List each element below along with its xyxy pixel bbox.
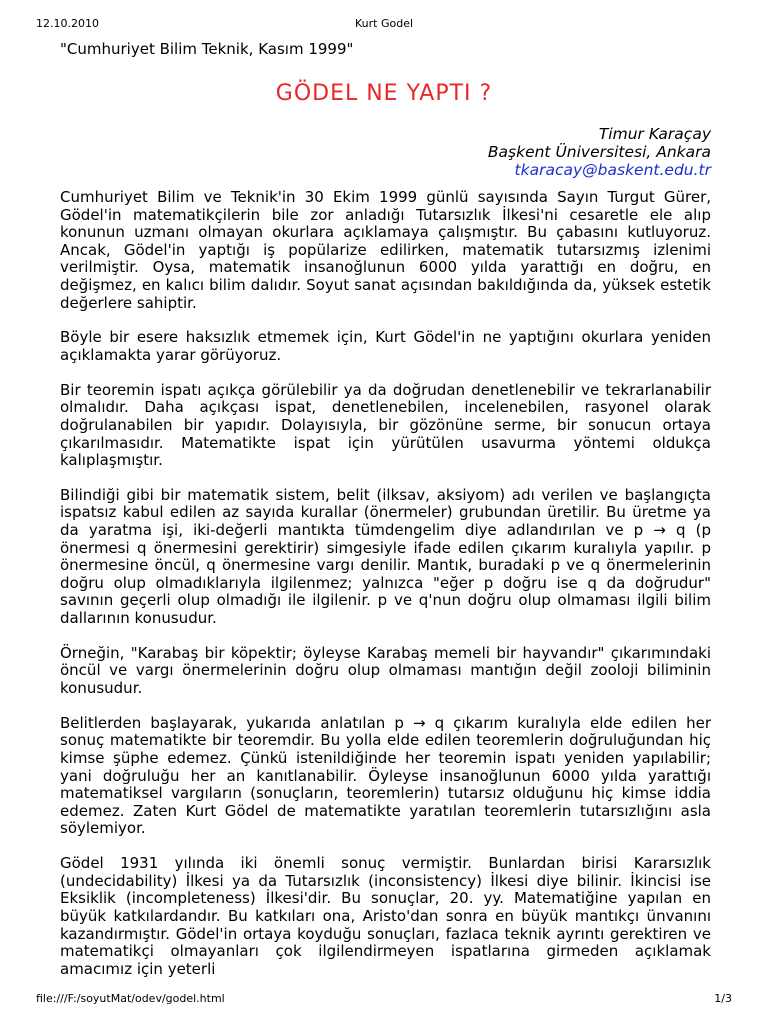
author-name: Timur Karaçay: [598, 125, 711, 143]
paragraph-4: Bilindiği gibi bir matematik sistem, belit (ilksav, aksiyom) adı verilen ve başlangıçta ispatsız kabul edilen az sayıda kurallar (önermeler) grubundan üretilir. Bu üretme ya da yaratma işi, iki-değerli mantıkta tümdengelim diye adlandırılan ve p → q (p önermesi q önermesini gerektirir) simgesiyle ifade edilen çıkarım kuralıyla yapılır. p önermesine öncül, q önermesine vargı denilir. Mantık, buradaki p ve q önermelerinin doğru olup olmadıklarıyla ilgilenmez; yalnızca "eğer p doğru ise q da doğrudur" savının geçerli olup olmadığı ile ilgilenir. p ve q'nun doğru olup olmaması ilgili bilim dallarının konusudur.: [60, 485, 711, 628]
paragraph-7: Gödel 1931 yılında iki önemli sonuç vermiştir. Bunlardan birisi Kararsızlık (undecidability) İlkesi ya da Tutarsızlık (inconsistency) İlkesi diye bilinir. İkincisi ise Eksiklik (incompleteness) İlkesi'dir. Bu sonuçlar, 20. yy. Matematiğine yapılan en büyük katkılardandır. Bu katkıları ona, Aristo'dan sonra en büyük mantıkçı ünvanını kazandırmıştır. Gödel'in ortaya koyduğu sonuçları, fazlaca teknik ayrıntı gerektiren ve matematikçi olmayanları çok ilgilendirmeyen ispatlarına girmeden açıklamak amacımız için yeterli: [60, 854, 711, 978]
page-title: GÖDEL NE YAPTI ?: [275, 81, 493, 106]
author-affiliation: Başkent Üniversitesi, Ankara: [487, 143, 711, 161]
footer-page-number: 1/3: [714, 992, 732, 1005]
footer-file-path: file:///F:/soyutMat/odev/godel.html: [36, 992, 225, 1005]
author-block: [488, 125, 711, 179]
paragraph-3: Bir teoremin ispatı açıkça görülebilir ya da doğrudan denetlenebilir ve tekrarlanabilir olmalıdır. Daha açıkçası ispat, denetlenebilen, incelenebilen, rasyonel olarak doğrulanabilen bir yapıdır. Dolayısıyla, bir gözönüne serme, bir sonucun ortaya çıkarılmasıdır. Matematikte ispat için yürütülen usavurma yöntemi oldukça kalıplaşmıştır.: [60, 380, 711, 470]
paragraph-6: Belitlerden başlayarak, yukarıda anlatılan p → q çıkarım kuralıyla elde edilen her sonuç matematikte bir teoremdir. Bu yolla elde edilen teoremlerin doğruluğundan hiç kimse şüphe edemez. Çünkü istenildiğinde her teoremin ispatı yeniden yapılabilir; yani doğruluğu her an kanıtlanabilir. Öyleyse insanoğlunun 6000 yılda yarattığı matematiksel vargıların (sonuçların, teoremlerin) tutarsız olduğunu hiç kimse iddia edemez. Zaten Kurt Gödel de matematikte yaratılan teoremlerin tutarsızlığını asla söylemiyor.: [60, 713, 711, 838]
author-email-link[interactable]: tkaracay@baskent.edu.tr: [514, 161, 711, 179]
print-title: Kurt Godel: [354, 17, 414, 30]
source-line: "Cumhuriyet Bilim Teknik, Kasım 1999": [60, 40, 354, 58]
paragraph-5: Örneğin, "Karabaş bir köpektir; öyleyse Karabaş memeli bir hayvandır" çıkarımındaki öncül ve vargı önermelerinin doğru olup olmaması mantığın değil zooloji biliminin konusudur.: [60, 643, 711, 697]
paragraph-2: Böyle bir esere haksızlık etmemek için, Kurt Gödel'in ne yaptığını okurlara yeniden açıklamakta yarar görüyoruz.: [60, 328, 711, 364]
paragraph-1: Cumhuriyet Bilim ve Teknik'in 30 Ekim 1999 günlü sayısında Sayın Turgut Gürer, Gödel'in matematikçilerin bile zor anladığı Tutarsızlık İlkesi'ni cesaretle ele alıp konunun uzmanı olmayan okurlara açıklamaya çalışmıştır. Bu çabasını kutluyoruz. Ancak, Gödel'in yaptığı iş popülarize edilirken, matematik tutarsızmış izlenimi verilmiştir. Oysa, matematik insanoğlunun 6000 yılda yarattığı en doğru, en değişmez, en kalıcı bilim dalıdır. Soyut sanat açısından bakıldığında da, yüksek estetik değerlere sahiptir.: [60, 188, 711, 312]
article-body: [60, 189, 711, 995]
print-date: 12.10.2010: [36, 17, 99, 30]
